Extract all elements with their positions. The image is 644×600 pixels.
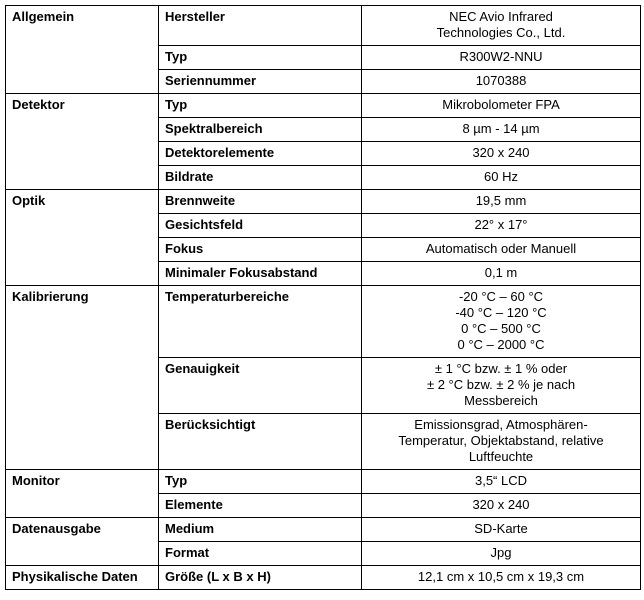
table-row (6, 6, 641, 46)
value-line: Emissionsgrad, Atmosphären- (414, 417, 588, 432)
value-cell (362, 6, 641, 46)
value-cell (362, 118, 641, 142)
value-line: 19,5 mm (475, 193, 527, 208)
value-line: 60 Hz (484, 169, 518, 184)
table-row (6, 190, 641, 214)
table-row (6, 470, 641, 494)
category-cell: Allgemein (6, 6, 159, 94)
value-line: Automatisch oder Manuell (425, 241, 577, 256)
value-line: Mikrobolometer FPA (442, 97, 560, 112)
spec-table (5, 5, 641, 590)
value-line: -20 °C – 60 °C (458, 289, 544, 304)
value-line: Messbereich (464, 393, 538, 408)
category-cell: Optik (6, 190, 159, 286)
value-line: 0 °C – 500 °C (461, 321, 541, 336)
value-line: ± 1 °C bzw. ± 1 % oder (434, 361, 568, 376)
value-line: 12,1 cm x 10,5 cm x 19,3 cm (417, 569, 585, 584)
property-cell: Bildrate (159, 166, 362, 190)
value-cell (362, 414, 641, 470)
value-cell (362, 238, 641, 262)
property-cell: Format (159, 542, 362, 566)
value-line: -40 °C – 120 °C (455, 305, 547, 320)
category-cell: Detektor (6, 94, 159, 190)
property-cell: Medium (159, 518, 362, 542)
table-row (6, 566, 641, 590)
table-row (6, 94, 641, 118)
property-cell: Seriennummer (159, 70, 362, 94)
value-line: Jpg (490, 545, 512, 560)
value-line: 0 °C – 2000 °C (457, 337, 545, 352)
property-cell: Minimaler Fokusabstand (159, 262, 362, 286)
value-cell (362, 262, 641, 286)
property-cell: Elemente (159, 494, 362, 518)
category-cell: Monitor (6, 470, 159, 518)
property-cell: Brennweite (159, 190, 362, 214)
value-cell (362, 166, 641, 190)
value-cell (362, 494, 641, 518)
value-cell (362, 358, 641, 414)
value-line: 320 x 240 (472, 145, 530, 160)
property-cell: Fokus (159, 238, 362, 262)
value-cell (362, 470, 641, 494)
value-line: Temperatur, Objektabstand, relative (398, 433, 604, 448)
property-cell: Detektorelemente (159, 142, 362, 166)
property-cell: Typ (159, 46, 362, 70)
value-line: 8 µm - 14 µm (462, 121, 540, 136)
property-cell: Berücksichtigt (159, 414, 362, 470)
category-cell: Kalibrierung (6, 286, 159, 470)
property-cell: Gesichtsfeld (159, 214, 362, 238)
value-line: ± 2 °C bzw. ± 2 % je nach (426, 377, 576, 392)
value-cell (362, 142, 641, 166)
value-line: Technologies Co., Ltd. (436, 25, 566, 40)
value-line: 1070388 (475, 73, 527, 88)
property-cell: Hersteller (159, 6, 362, 46)
value-cell (362, 46, 641, 70)
property-cell: Spektralbereich (159, 118, 362, 142)
value-line: NEC Avio Infrared (449, 9, 553, 24)
category-cell: Physikalische Daten (6, 566, 159, 590)
value-cell (362, 190, 641, 214)
property-cell: Genauigkeit (159, 358, 362, 414)
value-cell (362, 542, 641, 566)
value-cell (362, 566, 641, 590)
value-cell (362, 214, 641, 238)
property-cell: Größe (L x B x H) (159, 566, 362, 590)
value-cell (362, 94, 641, 118)
category-cell: Datenausgabe (6, 518, 159, 566)
value-line: R300W2-NNU (459, 49, 543, 64)
value-line: Luftfeuchte (468, 449, 534, 464)
value-line: 0,1 m (484, 265, 518, 280)
property-cell: Typ (159, 470, 362, 494)
value-cell (362, 70, 641, 94)
property-cell: Temperaturbereiche (159, 286, 362, 358)
value-line: SD-Karte (474, 521, 528, 536)
table-row (6, 286, 641, 358)
value-line: 320 x 240 (472, 497, 530, 512)
value-line: 3,5“ LCD (474, 473, 528, 488)
value-cell (362, 518, 641, 542)
property-cell: Typ (159, 94, 362, 118)
spec-table-body (6, 6, 641, 590)
table-row (6, 518, 641, 542)
value-line: 22° x 17° (474, 217, 528, 232)
value-cell (362, 286, 641, 358)
